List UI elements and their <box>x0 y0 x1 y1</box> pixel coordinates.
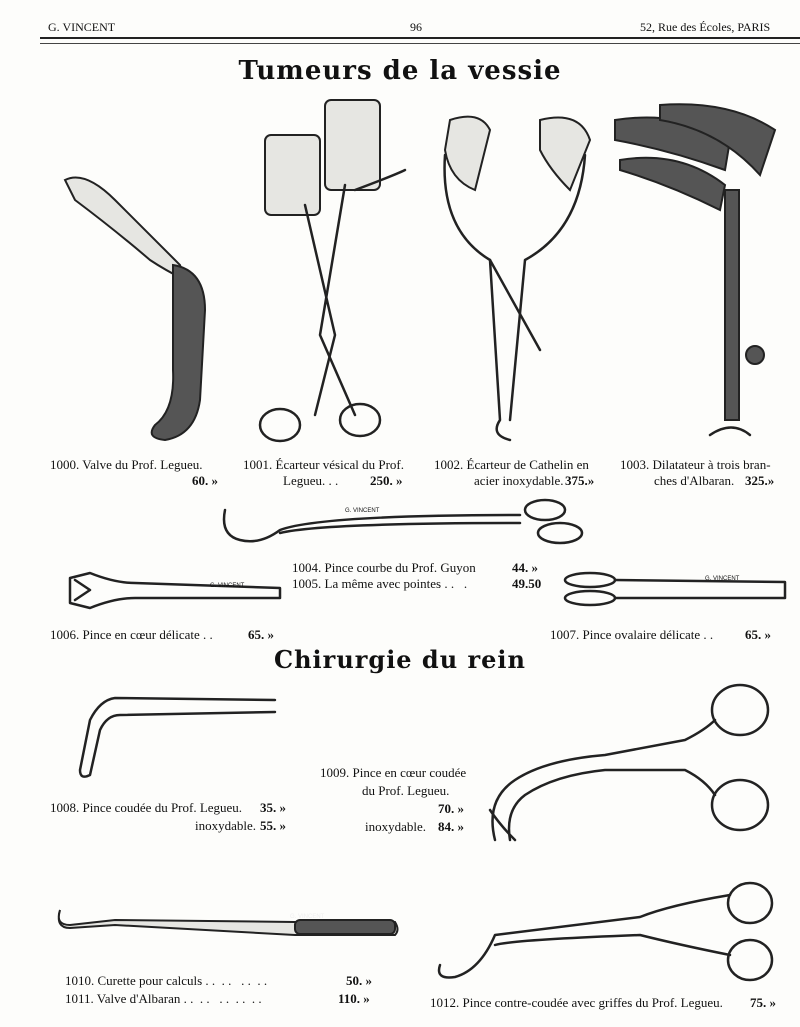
forceps-1012-illustration <box>430 875 785 985</box>
caption-1009-line3: inoxydable. <box>365 819 427 834</box>
caption-1002-line1: 1002. Écarteur de Cathelin en <box>434 457 589 472</box>
caption-1001-price: 250. » <box>370 473 403 488</box>
forceps-1004-illustration <box>220 495 590 555</box>
engraving-1010: G. VINCENT <box>290 914 325 920</box>
header-maker: G. VINCENT <box>48 20 116 34</box>
caption-1006-price: 65. » <box>248 627 274 642</box>
forceps-1006-illustration <box>65 568 285 613</box>
caption-1005-price: 49.50 <box>512 576 542 591</box>
caption-1001-line2: Legueu. . . <box>283 473 339 488</box>
caption-1000-price: 60. » <box>192 473 218 488</box>
caption-1008-line2: inoxydable. <box>195 818 257 833</box>
caption-1004-line1: 1004. Pince courbe du Prof. Guyon <box>292 560 476 575</box>
caption-1009-line2: du Prof. Legueu. <box>362 783 450 798</box>
caption-1008-line1: 1008. Pince coudée du Prof. Legueu. <box>50 800 243 815</box>
caption-1003-line2: ches d'Albaran. <box>654 473 735 488</box>
retractor-1002-illustration <box>430 110 600 450</box>
caption-1009-price: 70. » <box>438 801 464 816</box>
header-rule <box>40 37 800 44</box>
caption-1008-price: 35. » <box>260 800 286 815</box>
caption-1010-line1: 1010. Curette pour calculs . . . . . . . . <box>65 973 268 988</box>
header-address: 52, Rue des Écoles, PARIS <box>640 20 771 34</box>
caption-1010-price: 50. » <box>346 973 372 988</box>
caption-1007-price: 65. » <box>745 627 771 642</box>
forceps-1009-illustration <box>485 680 785 860</box>
forceps-1007-illustration <box>560 570 790 610</box>
valve-1000-illustration <box>55 170 225 450</box>
forceps-1008-illustration <box>75 690 280 785</box>
caption-1012-line1: 1012. Pince contre-coudée avec griffes du Prof. Legueu. <box>430 995 723 1010</box>
caption-1001-line1: 1001. Écarteur vésical du Prof. <box>243 457 405 472</box>
caption-1005-line1: 1005. La même avec pointes . . . <box>292 576 468 591</box>
caption-1012-price: 75. » <box>750 995 776 1010</box>
page-number: 96 <box>410 20 422 34</box>
dilator-1003-illustration <box>610 100 790 450</box>
engraving-1006: G. VINCENT <box>210 583 245 589</box>
section-title-kidney: Chirurgie du rein <box>274 645 526 674</box>
caption-1004-price: 44. » <box>512 560 538 575</box>
caption-1002-line2: acier inoxydable. <box>474 473 564 488</box>
caption-1006-line1: 1006. Pince en cœur délicate . . <box>50 627 213 642</box>
caption-1008-price2: 55. » <box>260 818 286 833</box>
curette-1010-illustration <box>55 900 405 940</box>
retractor-1001-illustration <box>245 95 415 450</box>
engraving-1004: G. VINCENT <box>345 508 380 514</box>
caption-1000-line1: 1000. Valve du Prof. Legueu. <box>50 457 203 472</box>
caption-1003-line1: 1003. Dilatateur à trois bran- <box>620 457 771 472</box>
caption-1002-price: 375.» <box>565 473 595 488</box>
caption-1011-price: 110. » <box>338 991 370 1006</box>
caption-1007-line1: 1007. Pince ovalaire délicate . . <box>550 627 714 642</box>
caption-1003-price: 325.» <box>745 473 775 488</box>
caption-1009-price2: 84. » <box>438 819 464 834</box>
section-title-bladder: Tumeurs de la vessie <box>238 56 562 86</box>
caption-1009-line1: 1009. Pince en cœur coudée <box>320 765 467 780</box>
caption-1011-line1: 1011. Valve d'Albaran . . . . . . . . . . <box>65 991 262 1006</box>
engraving-1007: G. VINCENT <box>705 576 740 582</box>
